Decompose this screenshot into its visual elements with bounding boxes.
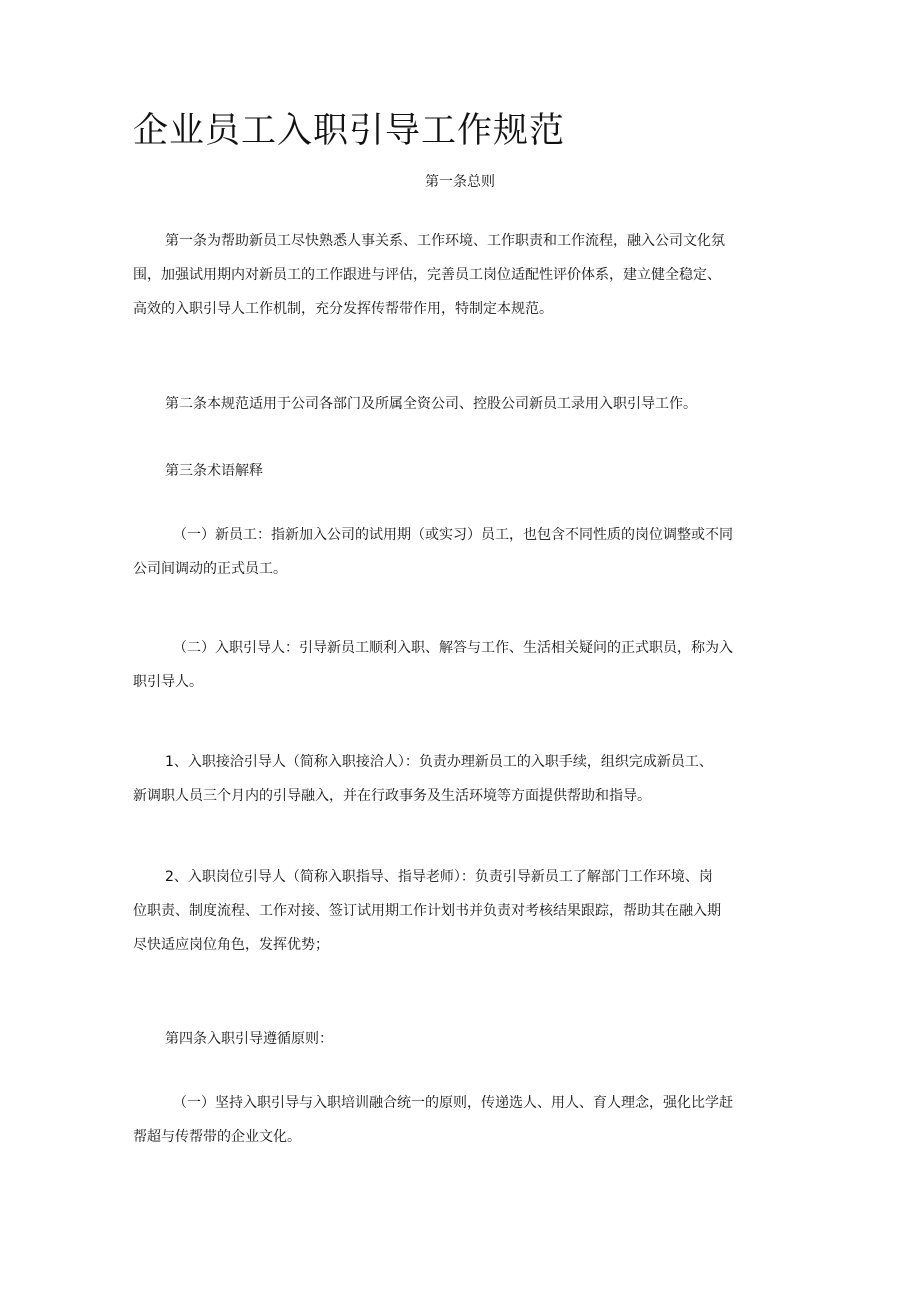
paragraph-item-1 xyxy=(133,745,793,813)
paragraph-definition-1 xyxy=(133,518,793,586)
paragraph-article-2 xyxy=(133,387,793,421)
paragraph-article-3 xyxy=(133,454,793,488)
section-heading: 第一条总则 xyxy=(425,174,495,190)
paragraph-line: （二）入职引导人：引导新员工顺利入职、解答与工作、生活相关疑问的正式职员，称为入 xyxy=(173,640,733,656)
paragraph-line: 第三条术语解释 xyxy=(165,463,263,479)
paragraph-article-4 xyxy=(133,1022,793,1056)
paragraph-item-2 xyxy=(133,860,793,962)
paragraph-line: （一）新员工：指新加入公司的试用期（或实习）员工，也包含不同性质的岗位调整或不同 xyxy=(173,527,733,543)
paragraph-line: 高效的入职引导人工作机制，充分发挥传帮带作用，特制定本规范。 xyxy=(133,301,553,317)
paragraph-definition-2 xyxy=(133,631,793,699)
paragraph-line: 职引导人。 xyxy=(133,674,203,690)
document-title: 企业员工入职引导工作规范 xyxy=(133,111,566,151)
paragraph-line: 帮超与传帮带的企业文化。 xyxy=(133,1129,301,1145)
paragraph-line: 尽快适应岗位角色，发挥优势； xyxy=(133,937,329,953)
paragraph-line: 第二条本规范适用于公司各部门及所属全资公司、控股公司新员工录用入职引导工作。 xyxy=(165,396,697,412)
paragraph-line: 2、入职岗位引导人（简称入职指导、指导老师）：负责引导新员工了解部门工作环境、岗 xyxy=(165,869,713,885)
paragraph-article-1 xyxy=(133,224,793,326)
paragraph-line: 第一条为帮助新员工尽快熟悉人事关系、工作环境、工作职责和工作流程，融入公司文化氛 xyxy=(165,233,725,249)
paragraph-line: （一）坚持入职引导与入职培训融合统一的原则，传递选人、用人、育人理念，强化比学赶 xyxy=(173,1095,733,1111)
paragraph-line: 第四条入职引导遵循原则： xyxy=(165,1031,333,1047)
paragraph-principle-1 xyxy=(133,1086,793,1154)
paragraph-line: 位职责、制度流程、工作对接、签订试用期工作计划书并负责对考核结果跟踪，帮助其在融入期 xyxy=(133,903,721,919)
paragraph-line: 公司间调动的正式员工。 xyxy=(133,561,287,577)
paragraph-line: 围，加强试用期内对新员工的工作跟进与评估，完善员工岗位适配性评价体系，建立健全稳定、 xyxy=(133,267,721,283)
paragraph-line: 新调职人员三个月内的引导融入，并在行政事务及生活环境等方面提供帮助和指导。 xyxy=(133,788,651,804)
paragraph-line: 1、入职接洽引导人（简称入职接洽人）：负责办理新员工的入职手续，组织完成新员工、 xyxy=(165,754,713,770)
